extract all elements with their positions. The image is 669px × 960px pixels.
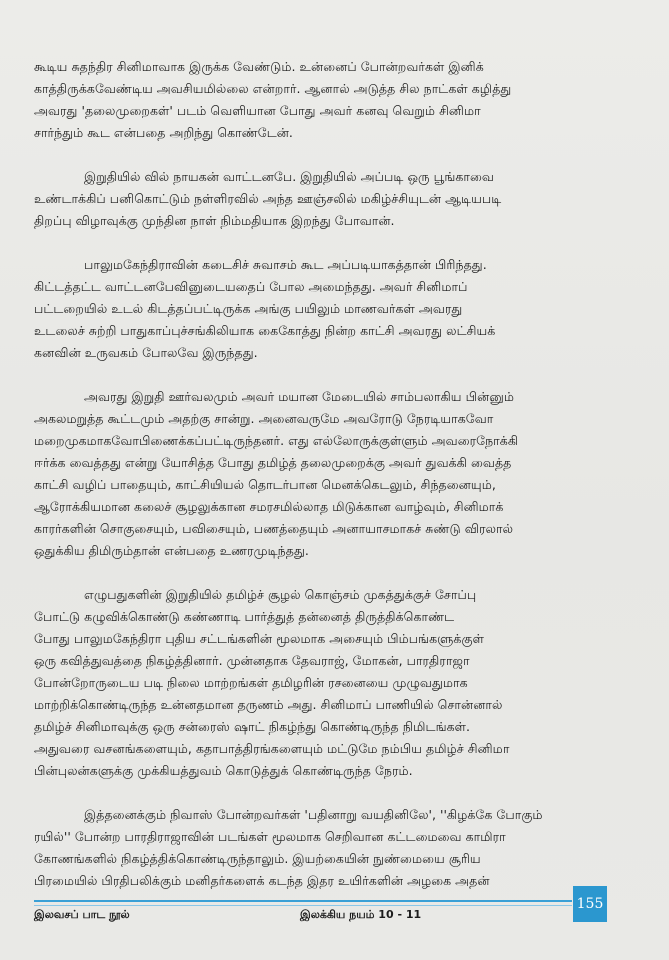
paragraph [34,584,640,782]
text-line: உடலைச் சுற்றி பாதுகாப்புச்சங்கிலியாக கைகோத்து நின்ற காட்சி அவரது லட்சியக் [34,323,496,338]
paragraph [34,254,640,364]
text-line: பாலுமகேந்திராவின் கடைசிச் சுவாசம் கூட அப்படியாகத்தான் பிரிந்தது. [84,257,487,272]
text-line: ஈர்க்க வைத்தது என்று யோசித்த போது தமிழ்த் தலைமுறைக்கு அவர் துவக்கி வைத்த [34,455,512,470]
text-line: பிரமையில் பிரதிபலிக்கும் மனிதர்களைக் கடந்த இதர உயிர்களின் அழகை அதன் [34,873,490,888]
text-line: உண்டாக்கிப் பனிகொட்டும் நள்ளிரவில் அந்த ஊஞ்சலில் மகிழ்ச்சியுடன் ஆடியபடி [34,191,502,206]
text-line: பின்புலன்களுக்கு முக்கியத்துவம் கொடுத்துக் கொண்டிருந்த நேரம். [34,763,413,778]
text-line: அதுவரை வசனங்களையும், கதாபாத்திரங்களையும் மட்டுமே நம்பிய தமிழ்ச் சினிமா [34,741,510,756]
text-line: காட்சி வழிப் பாதையும், காட்சியியல் தொடர்பான மெனக்கெடலும், சிந்தனையும், [34,477,496,492]
page-number: 155 [573,886,607,922]
paragraph [34,166,640,232]
text-line: காத்திருக்கவேண்டிய அவசியமில்லை என்றார். ஆனால் அடுத்த சில நாட்கள் கழித்து [34,81,512,96]
text-line: மறைமுகமாகவோபிணைக்கப்பட்டிருந்தனர். எது எல்லோருக்குள்ளும் அவரைநோக்கி [34,433,519,448]
footer-rule [34,900,572,902]
text-line: போட்டு கழுவிக்கொண்டு கண்ணாடி பார்த்துத் தன்னைத் திருத்திக்கொண்ட [34,609,455,624]
text-line: போன்றோருடைய படி நிலை மாற்றங்கள் தமிழரின் ரசனையை முழுவதுமாக [34,675,468,690]
paragraph [34,804,640,892]
text-line: காரர்களின் சொகுசையும், பவிசையும், பணத்தையும் அனாயாசமாகச் சுண்டு விரலால் [34,521,514,536]
text-line: ரயில்'' போன்ற பாரதிராஜாவின் படங்கள் மூலமாக செறிவான கட்டமைவை காமிரா [34,829,506,844]
text-line: கூடிய சுதந்திர சினிமாவாக இருக்க வேண்டும். உன்னைப் போன்றவர்கள் இனிக் [34,59,484,74]
text-line: கோணங்களில் நிகழ்த்திக்கொண்டிருந்தாலும். இயற்கையின் நுண்மையை சூரிய [34,851,481,866]
text-line: மாற்றிக்கொண்டிருந்த உன்னதமான தருணம் அது. சினிமாப் பாணியில் சொன்னால் [34,697,503,712]
footer-section-title: இலக்கிய நயம் 10 - 11 [300,908,422,921]
body-text [34,56,640,914]
text-line: ஒதுக்கிய திமிரும்தான் என்பதை உணரமுடிந்தது. [34,543,309,558]
text-line: இத்தனைக்கும் நிவாஸ் போன்றவர்கள் 'பதினாறு வயதினிலே', ''கிழக்கே போகும் [84,807,543,822]
text-line: அகலமறுத்த கூட்டமும் அதற்கு சான்று. அனைவருமே அவரோடு நேரடியாகவோ [34,411,494,426]
text-line: அவரது இறுதி ஊர்வலமும் அவர் மயான மேடையில் சாம்பலாகிய பின்னும் [84,389,515,404]
text-line: கனவின் உருவகம் போலவே இருந்தது. [34,345,258,360]
paragraph [34,386,640,562]
text-line: எழுபதுகளின் இறுதியில் தமிழ்ச் சூழல் கொஞ்சம் முகத்துக்குச் சோப்பு [84,587,477,602]
footer-rule-thin [34,905,572,906]
footer-book-title: இலவசப் பாட நூல் [34,908,130,921]
text-line: ஆரோக்கியமான கலைச் சூழலுக்கான சமரசமில்லாத மிடுக்கான வாழ்வும், சினிமாக் [34,499,504,514]
text-line: தமிழ்ச் சினிமாவுக்கு ஒரு சன்ரைஸ் ஷாட் நிகழ்ந்து கொண்டிருந்த நிமிடங்கள். [34,719,471,734]
text-line: ஒரு கவித்துவத்தை நிகழ்த்தினார். முன்னதாக தேவராஜ், மோகன், பாரதிராஜா [34,653,470,668]
text-line: திறப்பு விழாவுக்கு முந்தின நாள் நிம்மதியாக இறந்து போவான். [34,213,395,228]
text-line: போது பாலுமகேந்திரா புதிய சட்டங்களின் மூலமாக அசையும் பிம்பங்களுக்குள் [34,631,484,646]
text-line: சார்ந்தும் கூட என்பதை அறிந்து கொண்டேன். [34,125,293,140]
text-line: பட்டறையில் உடல் கிடத்தப்பட்டிருக்க அங்கு பயிலும் மாணவர்கள் அவரது [34,301,463,316]
text-line: அவரது 'தலைமுறைகள்' படம் வெளியான போது அவர் கனவு வெறும் சினிமா [34,103,481,118]
text-line: கிட்டத்தட்ட வாட்டனபேவினுடையதைப் போல அமைந்தது. அவர் சினிமாப் [34,279,468,294]
paragraph [34,56,640,144]
text-line: இறுதியில் வில் நாயகன் வாட்டனபே. இறுதியில் அப்படி ஒரு பூங்காவை [84,169,494,184]
